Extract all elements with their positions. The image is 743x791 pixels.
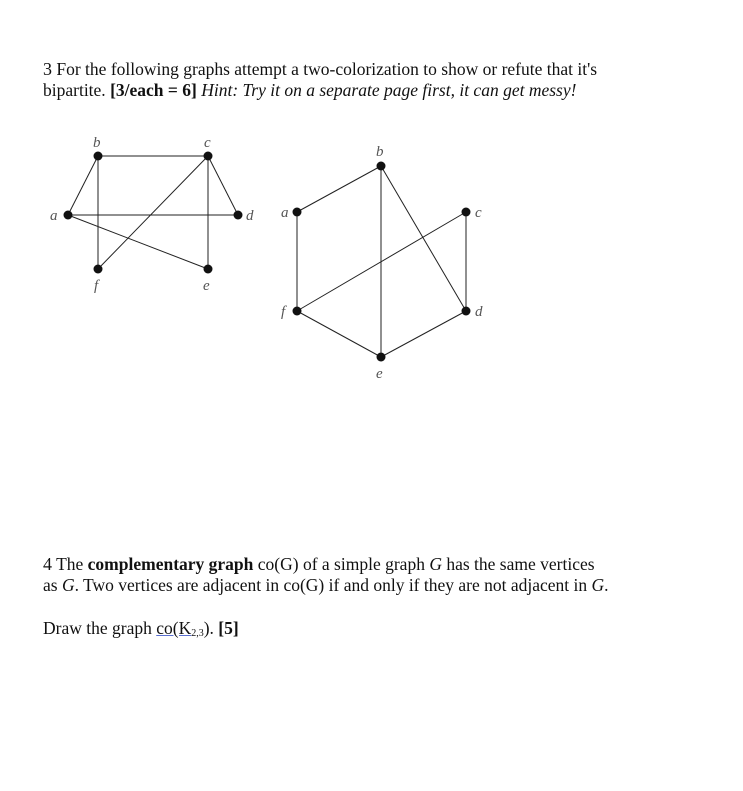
graph1-node-a [64,211,73,220]
graph1-node-d [234,211,243,220]
question-4-points: [5] [218,618,239,638]
question-4-task [43,618,239,642]
graph2-node-a [293,208,302,217]
graph2-node-c [462,208,471,217]
co-k23-subscript: 2,3 [191,628,204,639]
graph1-node-c [204,152,213,161]
graph1-edge-c-d [208,156,238,215]
graph2-label-e: e [376,366,383,382]
graph1-edge-a-e [68,215,208,269]
graph1-edge-a-b [68,156,98,215]
question-4-text2: has the same vertices [446,554,595,574]
graph2-node-f [293,307,302,316]
question-4-number: 4 [43,554,52,574]
graph2-label-c: c [475,205,482,221]
graph1-node-f [94,265,103,274]
question-4 [43,554,723,596]
graph2-label-a: a [281,205,289,221]
graph1-label-d: d [246,208,254,224]
graph1-label-c: c [204,135,211,151]
question-4-term: complementary graph [87,554,254,574]
question-3-number: 3 [43,59,52,79]
graph1-label-f: f [94,278,99,294]
graph2-node-b [377,162,386,171]
graph1-node-b [94,152,103,161]
co-k23-term [156,618,203,638]
graph2-label-f: f [281,304,286,320]
question-4-G2: G [61,575,75,595]
graph2-label-b: b [376,144,384,160]
co-k23-base: co(K [156,618,192,638]
graph2-node-d [462,307,471,316]
question-4-the: The [56,554,84,574]
question-3-line1: For the following graphs attempt a two-colorization to show or refute that it's [56,59,598,79]
graph2-edge-b-d [381,166,466,311]
question-4-close: ). [203,618,214,638]
graph2-edge-f-e [297,311,381,357]
graph2-edge-e-d [381,311,466,357]
graph1-node-e [204,265,213,274]
graph2-edge-a-b [297,166,381,212]
graph1-label-e: e [203,278,210,294]
question-4-line2: . Two vertices are adjacent in co(G) if and only if they are not adjacent in [74,575,588,595]
question-3-bipartite: bipartite. [43,80,106,100]
graph1-label-b: b [93,135,101,151]
graph1-edge-c-f [98,156,208,269]
question-4-as: as [43,575,58,595]
graph-2 [281,144,483,382]
question-3-points: [3/each = 6] [110,80,197,100]
question-4-draw: Draw the graph [43,618,152,638]
graph-1 [50,135,254,294]
graph2-node-e [377,353,386,362]
graph1-label-a: a [50,208,58,224]
question-4-G1: G [429,554,442,574]
question-3-hint: Hint: Try it on a separate page first, it can get messy! [201,80,577,100]
graph2-label-d: d [475,304,483,320]
question-4-G3: G [591,575,605,595]
question-4-period: . [604,575,609,595]
question-4-text1: co(G) of a simple graph [257,554,425,574]
